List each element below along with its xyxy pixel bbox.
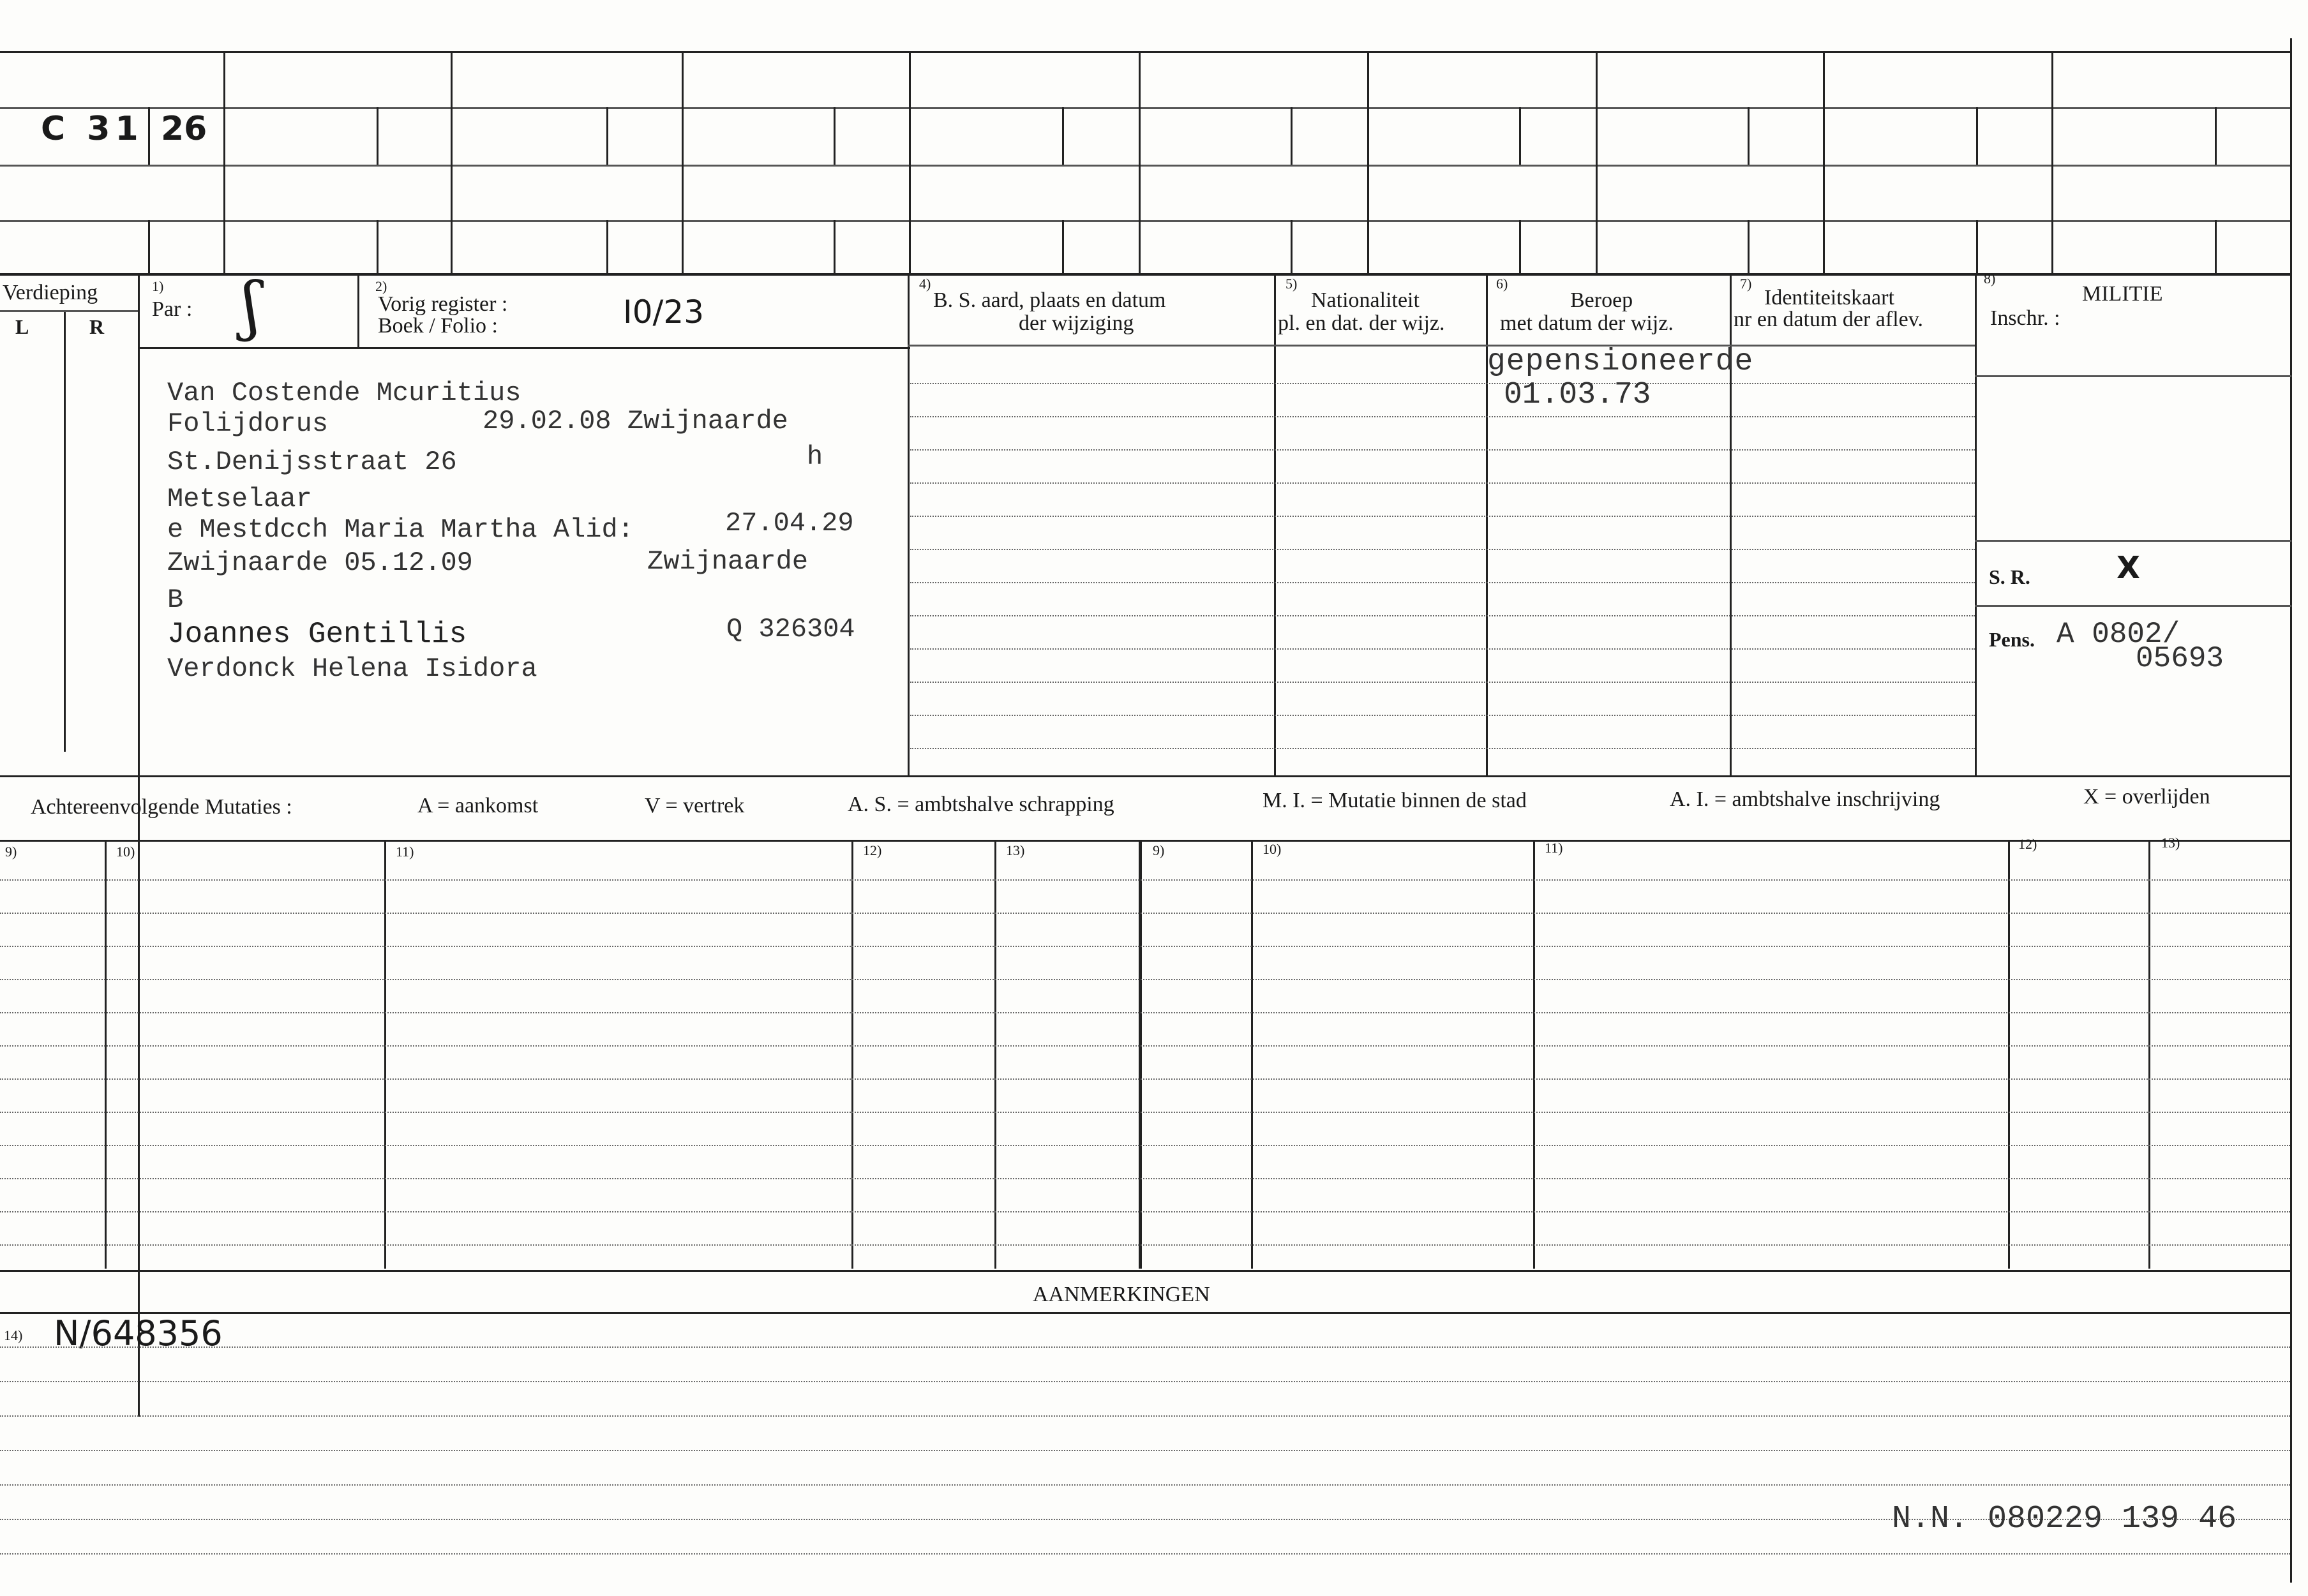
bs-line2: der wijziging — [1019, 311, 1134, 335]
grid-line — [0, 775, 2291, 777]
person-line7: B — [167, 585, 184, 615]
grid-sub — [1062, 220, 1064, 274]
legend-ai: A. I. = ambtshalve inschrijving — [1670, 787, 1940, 811]
legend-a: A = aankomst — [417, 794, 539, 817]
num-1: 1) — [152, 278, 164, 294]
grid-sub — [1519, 107, 1521, 165]
legend-v: V = vertrek — [645, 794, 745, 817]
person-line8a: Joannes Gentillis — [167, 618, 467, 651]
grid-sub — [834, 220, 836, 274]
grid-line — [0, 165, 2291, 167]
grid-sub — [1291, 107, 1293, 165]
grid-sub — [1519, 220, 1521, 274]
col-divider — [908, 274, 910, 775]
mut-col — [851, 840, 853, 1269]
person-line5a: e Mestdcch Maria Martha Alid: — [167, 514, 634, 545]
grid-col — [909, 51, 911, 274]
grid-col — [2051, 51, 2053, 274]
ruling-line — [0, 1346, 2290, 1348]
grid-line — [0, 107, 2291, 109]
aanmerkingen-value: N/648356 — [54, 1313, 223, 1354]
grid-col — [1596, 51, 1598, 274]
num-5: 5) — [1285, 276, 1298, 292]
inschr-label: Inschr. : — [1990, 306, 2060, 330]
legend-as: A. S. = ambtshalve schrapping — [848, 793, 1114, 816]
ruling-line — [0, 1415, 2290, 1417]
grid-col — [223, 51, 225, 274]
mut-l-13: 13) — [1006, 842, 1025, 858]
ruling-line — [0, 913, 2290, 914]
code-right: 26 — [161, 110, 207, 148]
mut-l-12: 12) — [863, 842, 882, 858]
grid-sub — [148, 220, 150, 274]
ruling-line — [910, 748, 1975, 749]
ruling-line — [0, 1244, 2290, 1246]
mut-col — [2148, 840, 2150, 1269]
header-top-border — [0, 273, 2291, 276]
militie-label: MILITIE — [2082, 282, 2163, 306]
grid-line — [908, 345, 1975, 347]
person-line3a: St.Denijsstraat 26 — [167, 447, 457, 477]
pens-value1: A 0802/ — [2057, 618, 2180, 651]
mutaties-title: Achtereenvolgende Mutaties : — [31, 795, 292, 819]
grid-sub — [377, 107, 378, 165]
beroep-line1: Beroep — [1570, 288, 1633, 312]
ruling-line — [0, 946, 2290, 947]
col-divider — [357, 274, 359, 348]
mut-col-split — [1139, 840, 1142, 1269]
ruling-line — [0, 1381, 2290, 1382]
grid-col — [451, 51, 453, 274]
ruling-line — [910, 383, 1975, 384]
grid-line — [0, 220, 2291, 222]
grid-line — [0, 1270, 2291, 1272]
col-l-label: L — [15, 315, 29, 338]
num-6: 6) — [1496, 276, 1508, 292]
mut-r-11: 11) — [1545, 840, 1563, 856]
top-border — [0, 51, 2291, 53]
person-line4: Metselaar — [167, 484, 312, 514]
sr-label: S. R. — [1989, 565, 2030, 588]
grid-col — [1823, 51, 1825, 274]
person-line6b: Zwijnaarde — [647, 546, 809, 577]
grid-sub — [1291, 220, 1293, 274]
ruling-line — [910, 615, 1975, 616]
ruling-line — [0, 1178, 2290, 1179]
grid-col — [1139, 51, 1141, 274]
ruling-line — [910, 682, 1975, 683]
ruling-line — [910, 416, 1975, 417]
num-4: 4) — [919, 276, 931, 292]
ruling-line — [0, 1553, 2290, 1555]
mut-col — [2008, 840, 2010, 1269]
sr-value: X — [2117, 550, 2141, 586]
ruling-line — [910, 449, 1975, 451]
ruling-line — [0, 1484, 2290, 1486]
id-line1: Identiteitskaart — [1764, 286, 1894, 310]
person-line5b: 27.04.29 — [725, 508, 854, 539]
bs-line1: B. S. aard, plaats en datum — [933, 288, 1166, 312]
person-line1: Van Costende Mcuritius — [167, 378, 521, 408]
person-line3b: h — [807, 442, 823, 472]
col-divider — [1274, 274, 1276, 775]
vorig-register-label: Vorig register : — [378, 292, 508, 316]
grid-sub — [606, 220, 608, 274]
grid-col — [1367, 51, 1369, 274]
ruling-line — [910, 516, 1975, 517]
code-divider — [148, 110, 150, 160]
aanmerkingen-title: AANMERKINGEN — [1033, 1283, 1210, 1306]
nat-line1: Nationaliteit — [1311, 288, 1420, 312]
pens-value2: 05693 — [2136, 642, 2224, 675]
num-7: 7) — [1740, 276, 1752, 292]
par-label: Par : — [152, 297, 193, 321]
mut-l-9: 9) — [5, 844, 17, 860]
person-line2a: Folijdorus — [167, 408, 329, 439]
legend-mi: M. I. = Mutatie binnen de stad — [1263, 789, 1527, 812]
ruling-line — [910, 582, 1975, 583]
ruling-line — [910, 482, 1975, 484]
grid-sub — [1976, 107, 1978, 165]
grid-sub — [2215, 107, 2217, 165]
col-divider — [64, 311, 66, 752]
mut-col — [105, 840, 107, 1269]
grid-line — [1975, 605, 2291, 607]
id-line2: nr en datum der aflev. — [1734, 308, 1924, 331]
ruling-line — [0, 1450, 2290, 1451]
ruling-line — [0, 1012, 2290, 1013]
ruling-line — [910, 648, 1975, 650]
grid-line — [0, 310, 138, 312]
ruling-line — [910, 549, 1975, 550]
ruling-line — [0, 1211, 2290, 1212]
nn-number: N.N. 080229 139 46 — [1892, 1501, 2237, 1537]
grid-col — [682, 51, 684, 274]
grid-sub — [1748, 107, 1750, 165]
num-14: 14) — [4, 1327, 23, 1343]
boek-folio-value: I0/23 — [623, 294, 705, 331]
grid-sub — [1976, 220, 1978, 274]
mut-r-13: 13) — [2161, 835, 2180, 851]
ruling-line — [0, 1078, 2290, 1080]
ruling-line — [0, 1045, 2290, 1047]
mut-r-10: 10) — [1263, 841, 1282, 857]
beroep-line2: met datum der wijz. — [1500, 311, 1674, 335]
nat-line2: pl. en dat. der wijz. — [1278, 311, 1445, 335]
num-8: 8) — [1984, 271, 1996, 287]
beroep-value: gepensioneerde — [1487, 345, 1754, 379]
mut-l-11: 11) — [396, 844, 414, 860]
grid-line — [138, 347, 910, 349]
grid-sub — [377, 220, 378, 274]
mut-r-12: 12) — [2018, 836, 2037, 852]
code-left: C 31 — [41, 110, 144, 148]
col-divider — [1975, 274, 1977, 775]
person-line8b: Q 326304 — [726, 614, 855, 645]
boek-folio-label: Boek / Folio : — [378, 314, 498, 338]
person-line9: Verdonck Helena Isidora — [167, 653, 537, 684]
col-r-label: R — [89, 315, 105, 338]
grid-line — [1975, 540, 2291, 542]
grid-sub — [1062, 107, 1064, 165]
ruling-line — [0, 1112, 2290, 1113]
legend-x: X = overlijden — [2083, 785, 2210, 809]
ruling-line — [0, 1145, 2290, 1146]
ruling-line — [0, 979, 2290, 980]
ruling-line — [910, 715, 1975, 716]
person-line2b: 29.02.08 Zwijnaarde — [483, 406, 788, 436]
grid-line — [0, 840, 2291, 842]
mut-r-9: 9) — [1153, 842, 1165, 858]
ruling-line — [0, 879, 2290, 881]
mut-l-10: 10) — [116, 844, 135, 860]
mut-col — [1533, 840, 1535, 1269]
grid-sub — [834, 107, 836, 165]
right-border — [2290, 38, 2292, 1583]
grid-sub — [1748, 220, 1750, 274]
mut-col — [384, 840, 386, 1269]
par-value: ʃ — [243, 268, 260, 343]
grid-sub — [2215, 220, 2217, 274]
grid-line — [0, 1312, 2291, 1314]
mut-col — [994, 840, 996, 1269]
mut-col — [1251, 840, 1253, 1269]
grid-sub — [606, 107, 608, 165]
person-line6a: Zwijnaarde 05.12.09 — [167, 548, 473, 578]
beroep-date: 01.03.73 — [1504, 378, 1651, 412]
verdieping-label: Verdieping — [3, 281, 98, 304]
grid-line — [1975, 375, 2291, 377]
pens-label: Pens. — [1989, 628, 2035, 651]
num-2: 2) — [375, 278, 387, 294]
